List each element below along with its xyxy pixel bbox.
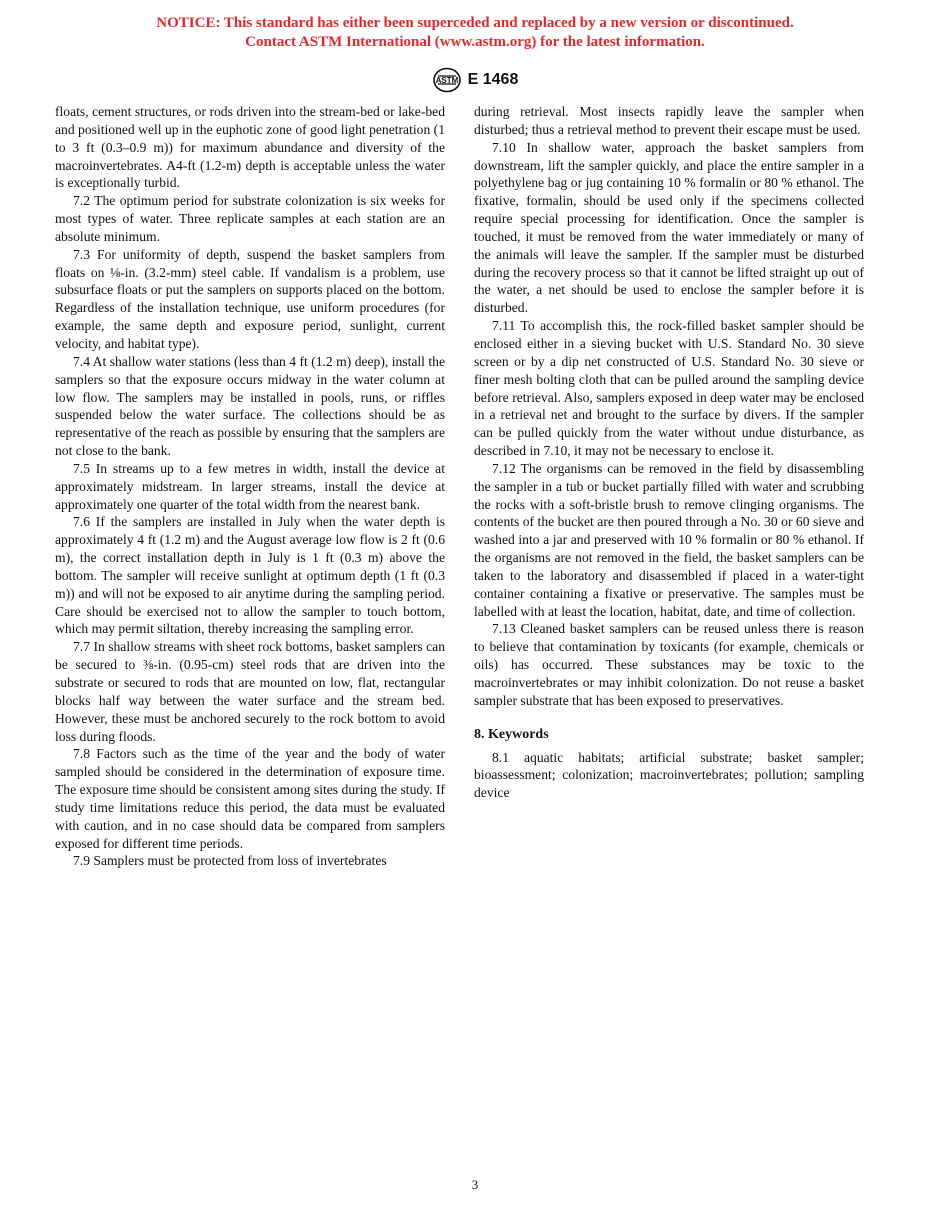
paragraph-continued-right: during retrieval. Most insects rapidly leave the sampler when disturbed; thus a retrieval method to prevent their escape must be used. xyxy=(474,104,864,137)
astm-logo-icon xyxy=(432,67,462,93)
paragraph-8-1: 8.1 aquatic habitats; artificial substrate; basket sampler; bioassessment; colonization; macroinvertebrates; pollution; sampling device xyxy=(474,749,864,801)
paragraph-7-3: 7.3 For uniformity of depth, suspend the basket samplers from floats on ⅛-in. (3.2-mm) steel cable. If vandalism is a problem, use subsurface floats or put the samplers on supports placed on the bottom. Regardless of the installation technique, use uniform procedures (for example, the same depth and exposure period, sunlight, current velocity, and habitat type). xyxy=(55,246,445,351)
paragraph-7-6: 7.6 If the samplers are installed in July when the water depth is approximately 4 ft (1.2 m) and the August average low flow is 2 ft (0.6 m), the correct installation depth in July is 1 ft (0.3 m) above the bottom. The sampler will receive sunlight at optimum depth (1 ft (0.3 m)) and will not be exposed to air anytime during the sampling period. Care should be exercised not to allow the sampler to touch bottom, which may permit siltation, thereby increasing the sampling error. xyxy=(55,514,445,637)
paragraph-7-11: 7.11 To accomplish this, the rock-filled basket sampler should be enclosed either in a sieving bucket with U.S. Standard No. 30 sieve screen or by a dip net constructed of U.S. Standard No. 30 sieve or finer mesh bolting cloth that can be pulled around the sampling device before retrieval. Also, samplers exposed in deep water may be enclosed in a retrieval net and brought to the surface by divers. If the sampler can be pulled quickly from the water without undue disturbance, as described in 7.10, it may not be necessary to enclose it. xyxy=(474,318,864,459)
section-heading-keywords: 8. Keywords xyxy=(474,726,549,742)
paragraph-7-4: 7.4 At shallow water stations (less than 4 ft (1.2 m) deep), install the samplers so that the exposure occurs midway in the water column at low flow. The samplers may be installed in pools, runs, or riffles suspended below the water surface. The collections should be as representative of the reach as possible by ensuring that the samplers are not close to the bank. xyxy=(55,353,445,459)
paragraph-7-9: 7.9 Samplers must be protected from loss of invertebrates xyxy=(73,853,387,869)
left-column xyxy=(55,103,445,870)
paragraph-7-7: 7.7 In shallow streams with sheet rock bottoms, basket samplers can be secured to ⅜-in. (0.95-cm) steel rods that are driven into the substrate or secured to rods that are mounted on low, flat, rectangular blocks half way between the water surface and the stream bed. However, these must be anchored securely to the rock bottom to avoid loss during floods. xyxy=(55,639,445,744)
svg-text:ASTM: ASTM xyxy=(435,76,458,85)
standard-designation: E 1468 xyxy=(467,71,519,88)
page-number: 3 xyxy=(471,1177,479,1192)
paragraph-7-2: 7.2 The optimum period for substrate colonization is six weeks for most types of water. Three replicate samples at each station are an absolute minimum. xyxy=(55,193,445,244)
paragraph-7-13: 7.13 Cleaned basket samplers can be reused unless there is reason to believe that contamination by toxicants (for example, chemicals or oils) has occurred. These substances may be toxic to the macroinvertebrates or may inhibit colonization. Do not reuse a basket sampler substrate that has been exposed to preservatives. xyxy=(474,621,864,708)
paragraph-7-12: 7.12 The organisms can be removed in the field by disassembling the sampler in a tub or bucket partially filled with water and scrubbing the rocks with a soft-bristle brush to remove clinging organisms. The contents of the bucket are then poured through a No. 30 or 60 sieve and washed into a jar and preserved with 10 % formalin or 80 % ethanol. If the organisms are not removed in the field, the basket samplers can be taken to the laboratory and disassembled if placed in a water-tight container containing a fixative or preservative. The samples must be labelled with at least the location, habitat, date, and time of collection. xyxy=(474,460,864,619)
notice-line-1: NOTICE: This standard has either been superceded and replaced by a new version or discontinued. xyxy=(156,15,794,31)
right-column xyxy=(474,103,864,802)
paragraph-continued: floats, cement structures, or rods driven into the stream-bed or lake-bed and positioned well up in the euphotic zone of good light penetration (1 to 3 ft (0.3–0.9 m)) for maximum abundance and diversity of the macroinvertebrates. A4-ft (1.2-m) depth is acceptable unless the water is exceptionally turbid. xyxy=(55,104,445,191)
supersession-notice xyxy=(0,14,950,52)
paragraph-7-5: 7.5 In streams up to a few metres in width, install the device at approximately midstream. In larger streams, install the device at approximately one quarter of the total width from the nearest bank. xyxy=(55,460,445,512)
notice-line-2: Contact ASTM International (www.astm.org) for the latest information. xyxy=(245,34,705,50)
paragraph-7-8: 7.8 Factors such as the time of the year and the body of water sampled should be considered in the determination of exposure time. The exposure time should be consistent among sites during the study. If study time limitations reduce this period, the data must be evaluated with caution, and in no case should data be compared from samplers exposed for different time periods. xyxy=(55,746,445,851)
document-header xyxy=(0,66,950,94)
paragraph-7-10: 7.10 In shallow water, approach the basket samplers from downstream, lift the sampler quickly, and place the entire sampler in a polyethylene bag or jug containing 10 % formalin or 80 % ethanol. The fixative, formalin, should be used only if the specimens collected require special processing for identification. Once the sampler is touched, it must be removed from the water immediately or many of the animals will leave the sampler. If the sampler must be disturbed during the recovery process so that it cannot be lifted straight up out of the water, a net should be used to enclose the sampler before it is disturbed. xyxy=(474,139,864,316)
